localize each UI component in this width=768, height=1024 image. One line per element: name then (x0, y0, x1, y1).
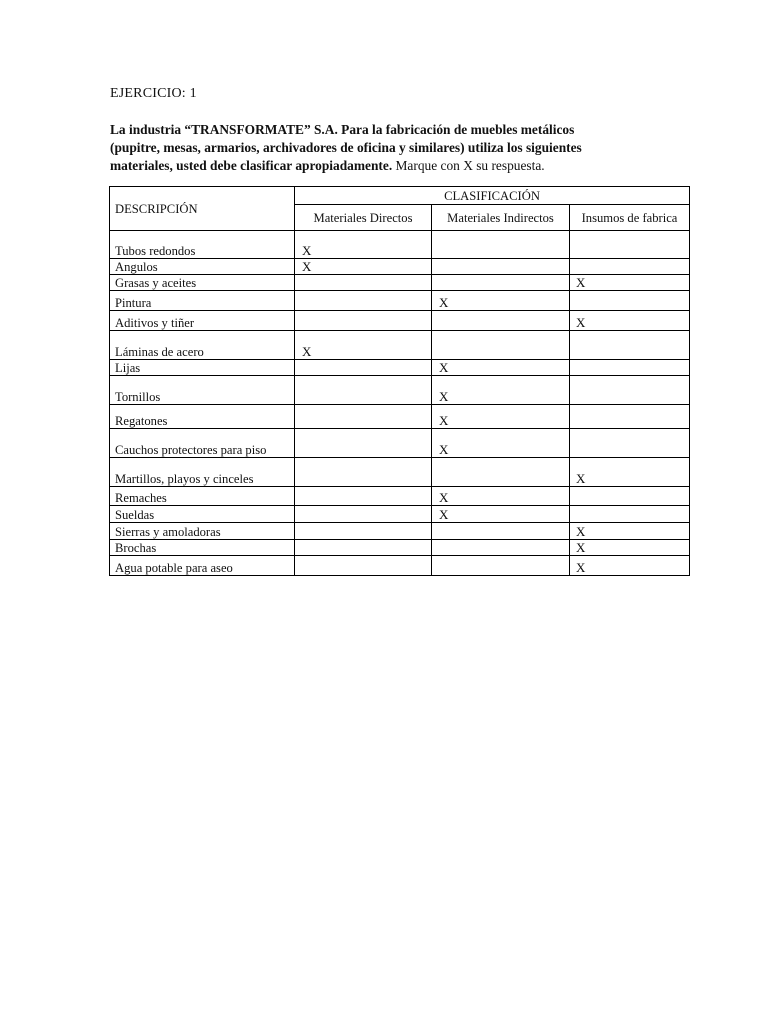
mark-cell-indirectos (432, 275, 570, 291)
mark-cell-directos (295, 540, 432, 556)
mark-cell-directos (295, 291, 432, 311)
instructions-line-1: La industria “TRANSFORMATE” S.A. Para la fabricación de muebles metálicos (110, 122, 575, 137)
row-label: Pintura (110, 291, 295, 311)
table-row (110, 275, 690, 291)
mark-cell-insumos: X (570, 311, 690, 331)
mark-cell-indirectos (432, 523, 570, 540)
mark-cell-indirectos: X (432, 405, 570, 429)
mark-cell-insumos (570, 405, 690, 429)
row-label: Lijas (110, 360, 295, 376)
row-label: Aditivos y tiñer (110, 311, 295, 331)
mark-cell-indirectos: X (432, 376, 570, 405)
mark-cell-insumos (570, 259, 690, 275)
mark-cell-directos (295, 487, 432, 506)
mark-cell-directos (295, 360, 432, 376)
row-label: Remaches (110, 487, 295, 506)
row-label: Sierras y amoladoras (110, 523, 295, 540)
instructions-line-3-normal: Marque con X su respuesta. (392, 158, 545, 173)
mark-cell-directos (295, 405, 432, 429)
mark-cell-directos (295, 429, 432, 458)
mark-cell-indirectos (432, 556, 570, 576)
row-label: Láminas de acero (110, 331, 295, 360)
table-row (110, 259, 690, 275)
mark-cell-directos (295, 506, 432, 523)
mark-cell-directos: X (295, 231, 432, 259)
table-row (110, 376, 690, 405)
mark-cell-directos: X (295, 331, 432, 360)
table-row (110, 311, 690, 331)
mark-cell-indirectos (432, 231, 570, 259)
mark-cell-insumos: X (570, 556, 690, 576)
mark-cell-insumos: X (570, 275, 690, 291)
classification-header: CLASIFICACIÓN (295, 187, 690, 205)
mark-cell-indirectos (432, 259, 570, 275)
column-header-materiales-indirectos: Materiales Indirectos (432, 205, 570, 231)
mark-cell-indirectos: X (432, 487, 570, 506)
mark-cell-indirectos: X (432, 506, 570, 523)
classification-table (109, 186, 690, 576)
table-row (110, 360, 690, 376)
mark-cell-indirectos (432, 331, 570, 360)
row-label: Agua potable para aseo (110, 556, 295, 576)
exercise-heading: EJERCICIO: 1 (110, 86, 197, 101)
row-label: Angulos (110, 259, 295, 275)
row-label: Tornillos (110, 376, 295, 405)
instructions-line-3-bold: materiales, usted debe clasificar apropiadamente. (110, 158, 393, 173)
mark-cell-directos (295, 311, 432, 331)
table-row (110, 331, 690, 360)
instructions-line-3 (110, 157, 670, 175)
mark-cell-insumos (570, 331, 690, 360)
row-label: Martillos, playos y cinceles (110, 458, 295, 487)
row-label: Grasas y aceites (110, 275, 295, 291)
mark-cell-directos: X (295, 259, 432, 275)
mark-cell-indirectos (432, 458, 570, 487)
row-label: Cauchos protectores para piso (110, 429, 295, 458)
exercise-instructions (110, 121, 670, 175)
mark-cell-directos (295, 376, 432, 405)
mark-cell-directos (295, 556, 432, 576)
table-row (110, 458, 690, 487)
mark-cell-insumos (570, 429, 690, 458)
table-row (110, 523, 690, 540)
row-label: Sueldas (110, 506, 295, 523)
column-header-insumos-de-fabrica: Insumos de fabrica (570, 205, 690, 231)
mark-cell-indirectos: X (432, 291, 570, 311)
table-row (110, 506, 690, 523)
table-row (110, 540, 690, 556)
description-header: DESCRIPCIÓN (110, 187, 295, 231)
instructions-line-2: (pupitre, mesas, armarios, archivadores de oficina y similares) utiliza los siguientes (110, 140, 582, 155)
mark-cell-indirectos: X (432, 429, 570, 458)
column-header-materiales-directos: Materiales Directos (295, 205, 432, 231)
mark-cell-insumos (570, 376, 690, 405)
mark-cell-directos (295, 523, 432, 540)
mark-cell-indirectos: X (432, 360, 570, 376)
table-header-row (110, 187, 690, 205)
mark-cell-indirectos (432, 311, 570, 331)
mark-cell-directos (295, 275, 432, 291)
mark-cell-insumos (570, 487, 690, 506)
table-row (110, 405, 690, 429)
row-label: Regatones (110, 405, 295, 429)
mark-cell-insumos: X (570, 523, 690, 540)
mark-cell-insumos: X (570, 458, 690, 487)
mark-cell-insumos (570, 506, 690, 523)
table-row (110, 487, 690, 506)
mark-cell-insumos (570, 231, 690, 259)
table-row (110, 291, 690, 311)
mark-cell-directos (295, 458, 432, 487)
table-row (110, 231, 690, 259)
row-label: Brochas (110, 540, 295, 556)
mark-cell-insumos (570, 291, 690, 311)
table-row (110, 556, 690, 576)
table-row (110, 429, 690, 458)
mark-cell-indirectos (432, 540, 570, 556)
mark-cell-insumos (570, 360, 690, 376)
row-label: Tubos redondos (110, 231, 295, 259)
mark-cell-insumos: X (570, 540, 690, 556)
